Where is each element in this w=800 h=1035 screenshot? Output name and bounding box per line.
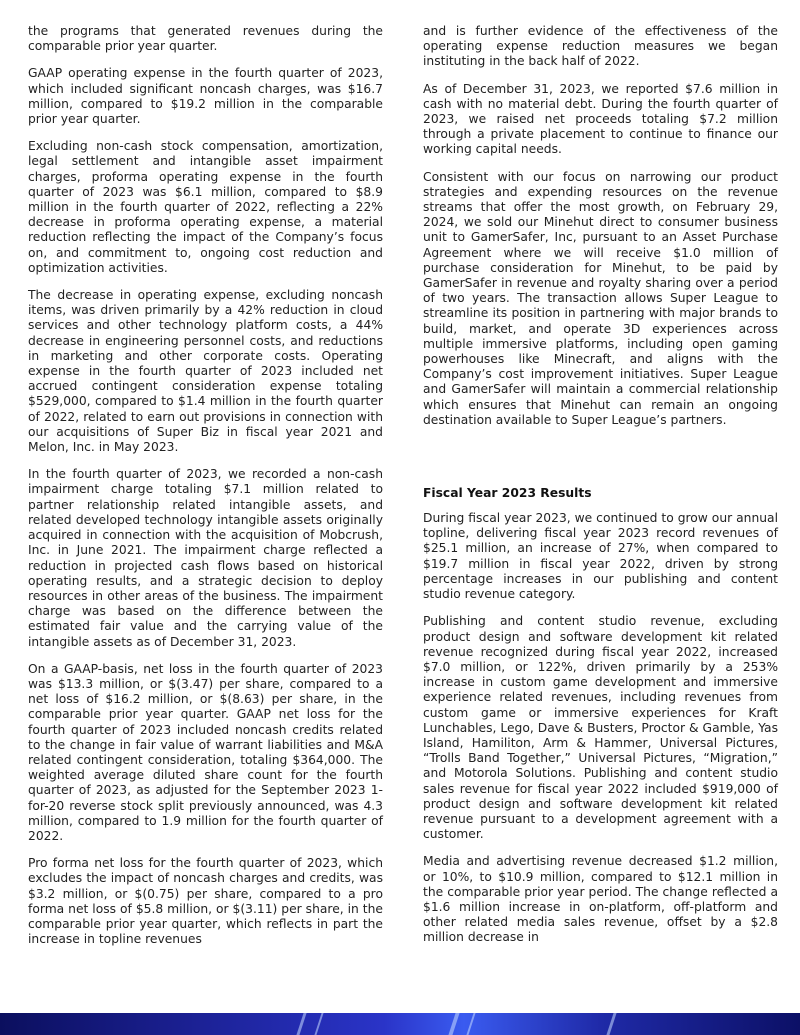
- light-streak: [606, 1013, 616, 1035]
- paragraph: Pro forma net loss for the fourth quarter of 2023, which excludes the impact of noncash charges and credits, was $3.2 million, or $(0.75) per share, compared to a pro forma net loss of $5.8 million, or $(3.11) per share, in the comparable prior year quarter, which reflects in part the increase in topline revenues: [28, 856, 383, 947]
- light-streak: [448, 1013, 459, 1035]
- light-streak: [314, 1013, 323, 1035]
- paragraph: As of December 31, 2023, we reported $7.6 million in cash with no material debt. During the fourth quarter of 2023, we raised net proceeds totaling $7.2 million through a private placement to continue to finance our working capital needs.: [423, 81, 778, 157]
- paragraph: Consistent with our focus on narrowing our product strategies and expending resources on the revenue streams that offer the most growth, on February 29, 2024, we sold our Minehut direct to consumer business unit to GamerSafer, Inc, pursuant to an Asset Purchase Agreement where we will receive $1.0 million of purchase consideration for Minehut, to be paid by GamerSafer in revenue and royalty sharing over a period of two years. The transaction allows Super League to streamline its position in partnering with major brands to build, market, and operate 3D experiences across multiple immersive platforms, including open gaming powerhouses like Minecraft, and aligns with the Company’s cost improvement initiatives. Super League and GamerSafer will maintain a commercial relationship which ensures that Minehut can remain an ongoing destination available to Super League’s partners.: [423, 169, 778, 427]
- paragraph: On a GAAP-basis, net loss in the fourth quarter of 2023 was $13.3 million, or $(3.47) per share, compared to a net loss of $16.2 million, or $(8.63) per share, in the comparable prior year quarter. GAAP net loss for the fourth quarter of 2023 included noncash credits related to the change in fair value of warrant liabilities and M&A related contingent consideration, totaling $364,000. The weighted average diluted share count for the fourth quarter of 2023, as adjusted for the September 2023 1-for-20 reverse stock split previously announced, was 4.3 million, compared to 1.9 million for the fourth quarter of 2022.: [28, 661, 383, 843]
- paragraph: In the fourth quarter of 2023, we recorded a non-cash impairment charge totaling $7.1 million related to partner relationship related intangible assets, and related developed technology intangible assets originally acquired in connection with the acquisition of Mobcrush, Inc. in June 2021. The impairment charge reflected a reduction in projected cash flows based on historical operating results, and a strategic decision to deploy resources in other areas of the business. The impairment charge was based on the difference between the estimated fair value and the carrying value of the intangible assets as of December 31, 2023.: [28, 467, 383, 649]
- section-heading: Fiscal Year 2023 Results: [423, 486, 592, 501]
- section-gap: [423, 440, 778, 486]
- light-streak: [296, 1013, 306, 1035]
- light-streak: [466, 1013, 475, 1035]
- paragraph: Publishing and content studio revenue, excluding product design and software development kit related revenue recognized during fiscal year 2022, increased $7.0 million, or 122%, driven primarily by a 253% increase in custom game development and immersive experience related revenues, including revenues from custom game or immersive experiences for Kraft Lunchables, Lego, Dave & Busters, Proctor & Gamble, Yas Island, Hamiliton, Arm & Hammer, Universal Pictures, “Trolls Band Together,” Universal Pictures, “Migration,” and Motorola Solutions. Publishing and content studio sales revenue for fiscal year 2022 included $919,000 of product design and software development kit related revenue pursuant to a development agreement with a customer.: [423, 614, 778, 842]
- footer-decorative-band: [0, 1013, 800, 1035]
- right-column: [423, 24, 778, 958]
- paragraph: Excluding non-cash stock compensation, amortization, legal settlement and intangible asset impairment charges, proforma operating expense in the fourth quarter of 2023 was $6.1 million, compared to $8.9 million in the fourth quarter of 2022, reflecting a 22% decrease in proforma operating expense, a material reduction reflecting the impact of the Company’s focus on, and commitment to, ongoing cost reduction and optimization activities.: [28, 139, 383, 275]
- paragraph: and is further evidence of the effectiveness of the operating expense reduction measures we began instituting in the back half of 2022.: [423, 24, 778, 69]
- paragraph: During fiscal year 2023, we continued to grow our annual topline, delivering fiscal year 2023 record revenues of $25.1 million, an increase of 27%, when compared to $19.7 million in fiscal year 2022, driven by strong percentage increases in our publishing and content studio revenue category.: [423, 511, 778, 602]
- paragraph: the programs that generated revenues during the comparable prior year quarter.: [28, 24, 383, 54]
- paragraph: Media and advertising revenue decreased $1.2 million, or 10%, to $10.9 million, compared to $12.1 million in the comparable prior year period. The change reflected a $1.6 million increase in on-platform, off-platform and other related media sales revenue, offset by a $2.8 million decrease in: [423, 854, 778, 945]
- left-column: [28, 24, 383, 959]
- paragraph: The decrease in operating expense, excluding noncash items, was driven primarily by a 42% reduction in cloud services and other technology platform costs, a 44% decrease in engineering personnel costs, and reductions in marketing and other corporate costs. Operating expense in the fourth quarter of 2023 included net accrued contingent consideration expense totaling $529,000, compared to $1.4 million in the fourth quarter of 2022, related to earn out provisions in connection with our acquisitions of Super Biz in fiscal year 2021 and Melon, Inc. in May 2023.: [28, 288, 383, 455]
- paragraph: GAAP operating expense in the fourth quarter of 2023, which included significant noncash charges, was $16.7 million, compared to $19.2 million in the comparable prior year quarter.: [28, 66, 383, 127]
